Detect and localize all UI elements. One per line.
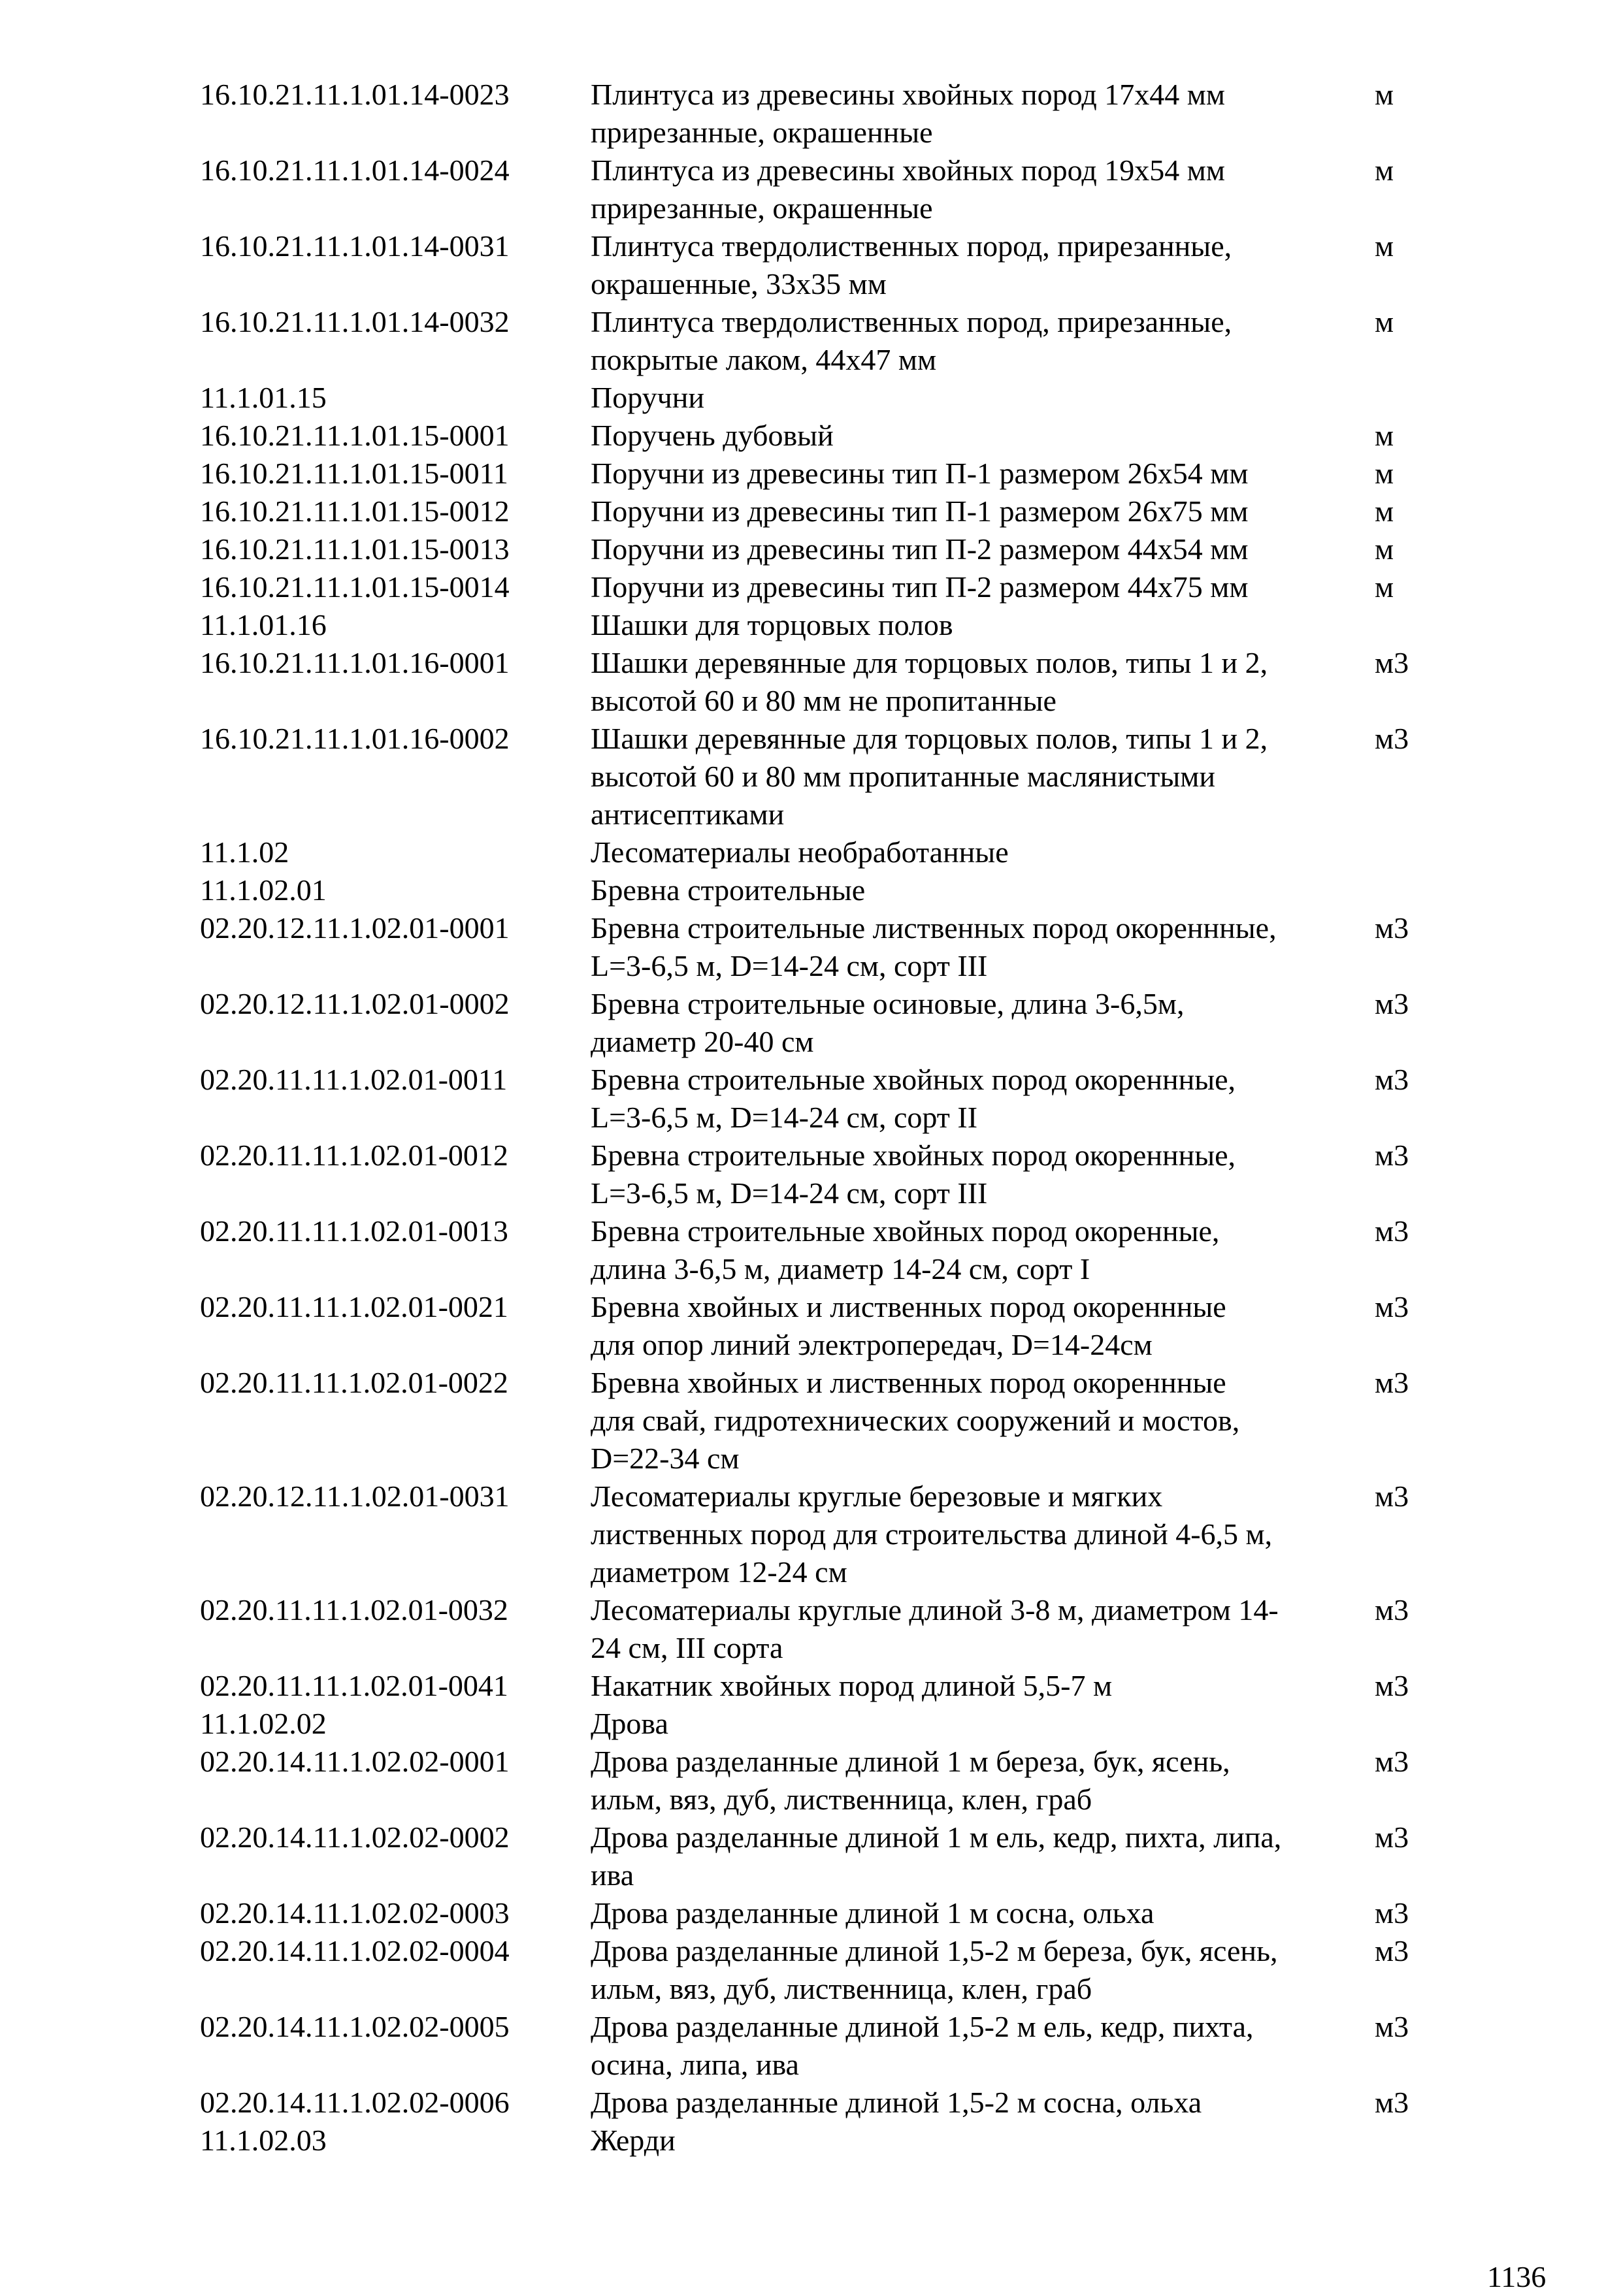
item-code: 16.10.21.11.1.01.14-0023	[200, 78, 510, 111]
item-description	[591, 909, 1375, 985]
description-line: Плинтуса из древесины хвойных пород 19х54 мм	[591, 154, 1225, 187]
description-line: Бревна строительные хвойных пород окореннные,	[591, 1063, 1236, 1096]
item-unit	[1375, 379, 1427, 417]
description-line: Бревна хвойных и лиственных пород окореннные	[591, 1366, 1226, 1399]
table-row	[200, 1591, 1441, 1667]
item-description	[591, 76, 1375, 152]
description-line: Бревна хвойных и лиственных пород окореннные	[591, 1290, 1226, 1323]
item-description	[591, 1061, 1375, 1137]
table-row	[200, 1364, 1441, 1478]
description-line: Дрова разделанные длиной 1 м ель, кедр, пихта, липа,	[591, 1820, 1282, 1854]
item-unit	[1375, 1705, 1427, 1743]
item-unit: м3	[1375, 987, 1409, 1020]
item-code: 11.1.02	[200, 835, 289, 869]
item-code: 02.20.11.11.1.02.01-0011	[200, 1063, 508, 1096]
table-row	[200, 1894, 1441, 1932]
item-description	[591, 1478, 1375, 1591]
table-row	[200, 909, 1441, 985]
table-row	[200, 493, 1441, 530]
item-description	[591, 1932, 1375, 2008]
item-description	[591, 1894, 1375, 1932]
item-description	[591, 493, 1375, 530]
description-line: ильм, вяз, дуб, лиственница, клен, граб	[591, 1783, 1092, 1816]
item-code: 16.10.21.11.1.01.16-0001	[200, 646, 510, 679]
description-line: Бревна строительные	[591, 873, 866, 907]
description-line: Бревна строительные хвойных пород окоренные,	[591, 1214, 1220, 1248]
item-description	[591, 303, 1375, 379]
table-row	[200, 1212, 1441, 1288]
item-code: 02.20.14.11.1.02.02-0003	[200, 1896, 510, 1930]
item-unit: м3	[1375, 1290, 1409, 1323]
item-unit: м3	[1375, 1745, 1409, 1778]
item-unit: м3	[1375, 1820, 1409, 1854]
table-row	[200, 2008, 1441, 2084]
description-line: Поручень дубовый	[591, 419, 834, 452]
description-line: прирезанные, окрашенные	[591, 116, 933, 149]
item-description	[591, 152, 1375, 227]
item-description	[591, 1288, 1375, 1364]
item-description	[591, 1705, 1375, 1743]
description-line: высотой 60 и 80 мм пропитанные маслянистыми	[591, 760, 1216, 793]
table-row	[200, 303, 1441, 379]
description-line: Дрова разделанные длиной 1,5-2 м береза, бук, ясень,	[591, 1934, 1278, 1967]
description-line: Дрова разделанные длиной 1,5-2 м ель, кедр, пихта,	[591, 2010, 1254, 2043]
description-line: Поручни из древесины тип П-1 размером 26х75 мм	[591, 494, 1249, 528]
item-unit: м	[1375, 154, 1394, 187]
item-unit: м3	[1375, 646, 1409, 679]
item-description	[591, 568, 1375, 606]
item-description	[591, 1364, 1375, 1478]
item-code: 02.20.11.11.1.02.01-0021	[200, 1290, 508, 1323]
item-unit: м3	[1375, 2086, 1409, 2119]
item-unit: м3	[1375, 1934, 1409, 1967]
description-line: Бревна строительные осиновые, длина 3-6,5м,	[591, 987, 1185, 1020]
description-line: длина 3-6,5 м, диаметр 14-24 см, сорт I	[591, 1252, 1090, 1285]
item-code: 02.20.14.11.1.02.02-0004	[200, 1934, 510, 1967]
item-description	[591, 606, 1375, 644]
item-unit: м3	[1375, 911, 1409, 945]
description-line: Поручни из древесины тип П-2 размером 44х75 мм	[591, 570, 1249, 604]
item-description	[591, 455, 1375, 493]
item-code: 02.20.14.11.1.02.02-0001	[200, 1745, 510, 1778]
item-unit	[1375, 606, 1427, 644]
item-code: 16.10.21.11.1.01.16-0002	[200, 722, 510, 755]
item-description	[591, 985, 1375, 1061]
item-description	[591, 2122, 1375, 2159]
table-row	[200, 152, 1441, 227]
item-description	[591, 227, 1375, 303]
description-line: Шашки деревянные для торцовых полов, типы 1 и 2,	[591, 722, 1268, 755]
item-code: 16.10.21.11.1.01.15-0001	[200, 419, 510, 452]
item-code: 02.20.11.11.1.02.01-0013	[200, 1214, 508, 1248]
item-unit: м	[1375, 229, 1394, 263]
item-description	[591, 2084, 1375, 2122]
item-code: 16.10.21.11.1.01.14-0031	[200, 229, 510, 263]
item-unit: м3	[1375, 1139, 1409, 1172]
description-line: окрашенные, 33х35 мм	[591, 267, 887, 300]
table-row	[200, 417, 1441, 455]
item-code: 11.1.01.16	[200, 608, 327, 641]
item-code: 02.20.14.11.1.02.02-0006	[200, 2086, 510, 2119]
description-line: покрытые лаком, 44х47 мм	[591, 343, 937, 376]
item-code: 02.20.11.11.1.02.01-0022	[200, 1366, 508, 1399]
item-description	[591, 530, 1375, 568]
item-code: 02.20.14.11.1.02.02-0002	[200, 1820, 510, 1854]
item-description	[591, 644, 1375, 720]
table-row	[200, 1932, 1441, 2008]
item-code: 02.20.14.11.1.02.02-0005	[200, 2010, 510, 2043]
item-code: 02.20.11.11.1.02.01-0032	[200, 1593, 508, 1626]
description-line: Дрова разделанные длиной 1 м береза, бук, ясень,	[591, 1745, 1230, 1778]
description-line: лиственных пород для строительства длиной 4-6,5 м,	[591, 1517, 1273, 1551]
description-line: для опор линий электропередач, D=14-24см	[591, 1328, 1153, 1361]
item-code: 16.10.21.11.1.01.15-0011	[200, 457, 508, 490]
table-row	[200, 1478, 1441, 1591]
item-unit: м	[1375, 457, 1394, 490]
item-code: 16.10.21.11.1.01.14-0032	[200, 305, 510, 338]
item-description	[591, 1743, 1375, 1819]
table-row	[200, 2122, 1441, 2159]
item-unit: м	[1375, 494, 1394, 528]
table-row	[200, 568, 1441, 606]
table-row	[200, 530, 1441, 568]
item-unit: м	[1375, 419, 1394, 452]
description-line: Дрова	[591, 1707, 668, 1740]
item-unit: м3	[1375, 1063, 1409, 1096]
item-description	[591, 417, 1375, 455]
description-line: ильм, вяз, дуб, лиственница, клен, граб	[591, 1972, 1092, 2005]
item-code: 02.20.12.11.1.02.01-0031	[200, 1479, 510, 1513]
description-line: L=3-6,5 м, D=14-24 см, сорт III	[591, 1176, 988, 1210]
table-row	[200, 985, 1441, 1061]
table-row	[200, 227, 1441, 303]
description-line: Дрова разделанные длиной 1 м сосна, ольха	[591, 1896, 1154, 1930]
description-line: L=3-6,5 м, D=14-24 см, сорт II	[591, 1101, 978, 1134]
item-unit: м3	[1375, 1896, 1409, 1930]
table-row	[200, 1819, 1441, 1894]
description-line: Шашки для торцовых полов	[591, 608, 953, 641]
price-list-table	[200, 76, 1441, 2159]
item-description	[591, 379, 1375, 417]
item-unit	[1375, 833, 1427, 871]
description-line: высотой 60 и 80 мм не пропитанные	[591, 684, 1056, 717]
table-row	[200, 833, 1441, 871]
table-row	[200, 1061, 1441, 1137]
description-line: Поручни из древесины тип П-2 размером 44х54 мм	[591, 532, 1249, 566]
item-unit: м3	[1375, 2010, 1409, 2043]
description-line: для свай, гидротехнических сооружений и мостов,	[591, 1404, 1240, 1437]
item-description	[591, 1819, 1375, 1894]
item-description	[591, 1667, 1375, 1705]
item-code: 16.10.21.11.1.01.14-0024	[200, 154, 510, 187]
item-unit: м3	[1375, 1669, 1409, 1702]
item-unit: м	[1375, 78, 1394, 111]
description-line: Плинтуса из древесины хвойных пород 17х44 мм	[591, 78, 1225, 111]
item-code: 16.10.21.11.1.01.15-0013	[200, 532, 510, 566]
description-line: 24 см, III сорта	[591, 1631, 783, 1664]
item-unit: м3	[1375, 1593, 1409, 1626]
description-line: осина, липа, ива	[591, 2048, 799, 2081]
description-line: Поручни	[591, 381, 704, 414]
table-row	[200, 606, 1441, 644]
table-row	[200, 76, 1441, 152]
item-unit: м	[1375, 532, 1394, 566]
table-row	[200, 720, 1441, 833]
item-code: 11.1.02.03	[200, 2124, 327, 2157]
item-code: 11.1.02.01	[200, 873, 327, 907]
item-code: 11.1.01.15	[200, 381, 327, 414]
description-line: Бревна строительные хвойных пород окореннные,	[591, 1139, 1236, 1172]
description-line: Поручни из древесины тип П-1 размером 26х54 мм	[591, 457, 1249, 490]
item-description	[591, 1137, 1375, 1212]
item-code: 16.10.21.11.1.01.15-0014	[200, 570, 510, 604]
item-code: 02.20.11.11.1.02.01-0012	[200, 1139, 508, 1172]
description-line: прирезанные, окрашенные	[591, 191, 933, 225]
description-line: Шашки деревянные для торцовых полов, типы 1 и 2,	[591, 646, 1268, 679]
table-row	[200, 1288, 1441, 1364]
item-description	[591, 833, 1375, 871]
item-unit: м3	[1375, 1214, 1409, 1248]
item-description	[591, 720, 1375, 833]
description-line: Жерди	[591, 2124, 676, 2157]
item-code: 11.1.02.02	[200, 1707, 327, 1740]
description-line: ива	[591, 1858, 634, 1892]
description-line: D=22-34 см	[591, 1442, 740, 1475]
description-line: Лесоматериалы круглые длиной 3-8 м, диаметром 14-	[591, 1593, 1279, 1626]
item-unit: м3	[1375, 722, 1409, 755]
item-description	[591, 2008, 1375, 2084]
description-line: Лесоматериалы круглые березовые и мягких	[591, 1479, 1163, 1513]
item-description	[591, 1212, 1375, 1288]
item-unit: м3	[1375, 1479, 1409, 1513]
description-line: Бревна строительные лиственных пород окореннные,	[591, 911, 1277, 945]
description-line: Дрова разделанные длиной 1,5-2 м сосна, ольха	[591, 2086, 1202, 2119]
table-row	[200, 2084, 1441, 2122]
description-line: Плинтуса твердолиственных пород, прирезанные,	[591, 229, 1232, 263]
item-description	[591, 1591, 1375, 1667]
item-code: 02.20.12.11.1.02.01-0001	[200, 911, 510, 945]
table-row	[200, 1137, 1441, 1212]
page-number: 1136	[1487, 2260, 1547, 2293]
item-code: 16.10.21.11.1.01.15-0012	[200, 494, 510, 528]
item-code: 02.20.11.11.1.02.01-0041	[200, 1669, 508, 1702]
description-line: Плинтуса твердолиственных пород, прирезанные,	[591, 305, 1232, 338]
table-row	[200, 1667, 1441, 1705]
item-unit: м	[1375, 570, 1394, 604]
table-row	[200, 455, 1441, 493]
item-description	[591, 871, 1375, 909]
table-row	[200, 871, 1441, 909]
table-row	[200, 1743, 1441, 1819]
description-line: Лесоматериалы необработанные	[591, 835, 1009, 869]
description-line: L=3-6,5 м, D=14-24 см, сорт III	[591, 949, 988, 982]
description-line: Накатник хвойных пород длиной 5,5-7 м	[591, 1669, 1113, 1702]
item-unit: м	[1375, 305, 1394, 338]
description-line: диаметр 20-40 см	[591, 1025, 814, 1058]
item-code: 02.20.12.11.1.02.01-0002	[200, 987, 510, 1020]
item-unit	[1375, 871, 1427, 909]
table-row	[200, 1705, 1441, 1743]
item-unit	[1375, 2122, 1427, 2159]
table-row	[200, 379, 1441, 417]
description-line: антисептиками	[591, 798, 785, 831]
table-row	[200, 644, 1441, 720]
item-unit: м3	[1375, 1366, 1409, 1399]
description-line: диаметром 12-24 см	[591, 1555, 847, 1589]
